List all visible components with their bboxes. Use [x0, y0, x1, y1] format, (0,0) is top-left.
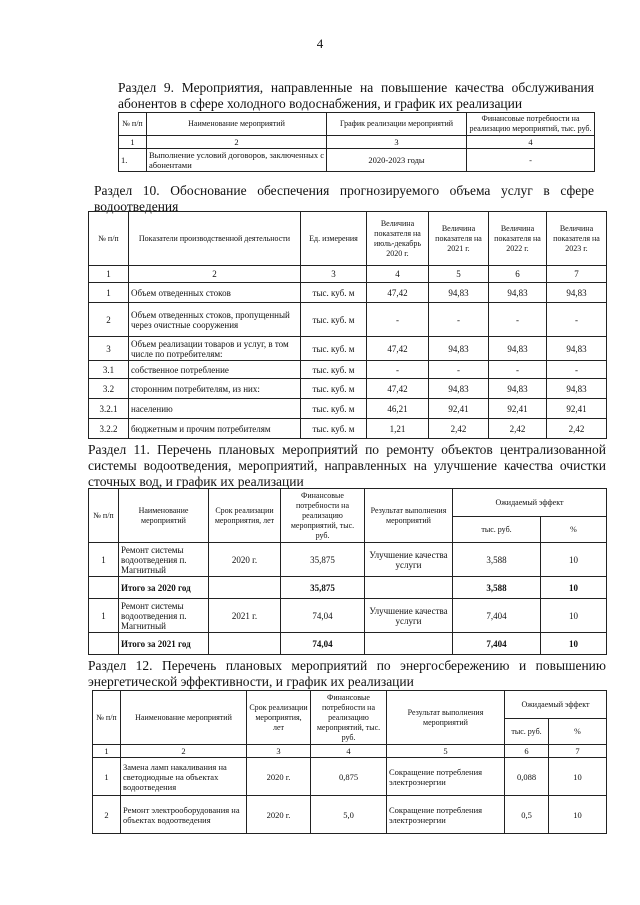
table-cell: Улучшение качества услуги — [365, 599, 453, 633]
table-header-row — [89, 489, 607, 517]
table-cell: Объем отведенных стоков — [129, 283, 301, 303]
table-row — [89, 283, 607, 303]
section9-title: Раздел 9. Мероприятия, направленные на повышение качества обслуживания абонентов в сфере холодного водоснабжения, и график их реализации — [118, 80, 594, 111]
table-cell: 2,42 — [547, 419, 607, 439]
table-cell: Улучшение качества услуги — [365, 543, 453, 577]
table-row — [89, 303, 607, 337]
table-cell: 3,588 — [453, 577, 541, 599]
column-number: 7 — [547, 266, 607, 283]
column-number-row — [119, 136, 595, 149]
table-cell: 2021 г. — [209, 599, 281, 633]
table-cell: сторонним потребителям, из них: — [129, 379, 301, 399]
table-header-row — [93, 691, 607, 719]
column-number: 7 — [549, 745, 607, 758]
table-cell: 94,83 — [489, 283, 547, 303]
table-cell: населению — [129, 399, 301, 419]
table-cell: - — [367, 361, 429, 379]
table-cell: Ремонт электрооборудования на объектах водоотведения — [121, 796, 247, 834]
header-cell: Срок реализации мероприятия, лет — [247, 691, 311, 745]
table-cell: 94,83 — [429, 337, 489, 361]
table-cell: 2020 г. — [247, 758, 311, 796]
section12-title: Раздел 12. Перечень плановых мероприятий по энергосбережению и повышению энергетической эффективности, и график их реализации — [88, 658, 606, 689]
table-cell: 94,83 — [547, 337, 607, 361]
table-cell: 7,404 — [453, 599, 541, 633]
table-cell: 94,83 — [489, 337, 547, 361]
table-cell: 74,04 — [281, 599, 365, 633]
header-cell: Финансовые потребности на реализацию мероприятий, тыс. руб. — [281, 489, 365, 543]
header-cell: % — [549, 719, 607, 745]
table-cell: 35,875 — [281, 577, 365, 599]
table-cell: Ремонт системы водоотведения п. Магнитный — [119, 543, 209, 577]
table-cell: 1 — [89, 283, 129, 303]
header-cell: Наименование мероприятий — [147, 113, 327, 136]
column-number: 2 — [129, 266, 301, 283]
column-number: 5 — [387, 745, 505, 758]
header-cell: № п/п — [89, 212, 129, 266]
table-cell: 3 — [89, 337, 129, 361]
table-cell: Сокращение потребления электроэнергии — [387, 758, 505, 796]
table-cell: 94,83 — [429, 283, 489, 303]
header-cell: тыс. руб. — [505, 719, 549, 745]
table-row — [89, 543, 607, 577]
table-cell — [89, 633, 119, 655]
table-cell: тыс. куб. м — [301, 399, 367, 419]
table-cell: 94,83 — [489, 379, 547, 399]
column-number: 3 — [301, 266, 367, 283]
table-cell: - — [547, 361, 607, 379]
column-number: 6 — [505, 745, 549, 758]
table-row — [89, 419, 607, 439]
header-cell: Величина показателя на 2022 г. — [489, 212, 547, 266]
table-row — [89, 379, 607, 399]
table-cell: 0,5 — [505, 796, 549, 834]
table-cell: 92,41 — [429, 399, 489, 419]
table-row — [89, 633, 607, 655]
table-cell: Выполнение условий договоров, заключенных с абонентами — [147, 149, 327, 172]
table-cell: 10 — [541, 599, 607, 633]
table-cell: 2 — [89, 303, 129, 337]
table-cell: - — [467, 149, 595, 172]
section9-table — [118, 112, 595, 172]
page-number: 4 — [316, 36, 324, 51]
table-cell: 2020 г. — [209, 543, 281, 577]
table-row — [89, 361, 607, 379]
header-cell: Результат выполнения мероприятий — [387, 691, 505, 745]
column-number: 3 — [247, 745, 311, 758]
table-cell: 1. — [119, 149, 147, 172]
table-cell: бюджетным и прочим потребителям — [129, 419, 301, 439]
table-cell: тыс. куб. м — [301, 337, 367, 361]
header-cell: Ед. измерения — [301, 212, 367, 266]
column-number: 2 — [121, 745, 247, 758]
column-number-row — [93, 745, 607, 758]
table-row — [119, 149, 595, 172]
table-cell: 3.1 — [89, 361, 129, 379]
table-cell: 7,404 — [453, 633, 541, 655]
table-cell: 2020-2023 годы — [327, 149, 467, 172]
table-cell: 47,42 — [367, 283, 429, 303]
table-cell: тыс. куб. м — [301, 379, 367, 399]
table-cell: 92,41 — [489, 399, 547, 419]
table-cell: Итого за 2021 год — [119, 633, 209, 655]
table-cell: 3.2 — [89, 379, 129, 399]
table-cell: 2,42 — [429, 419, 489, 439]
table-cell: 1,21 — [367, 419, 429, 439]
header-cell: Финансовые потребности на реализацию мероприятий, тыс. руб. — [467, 113, 595, 136]
header-cell: Наименование мероприятий — [119, 489, 209, 543]
section11-table — [88, 488, 607, 655]
header-cell: Результат выполнения мероприятий — [365, 489, 453, 543]
column-number: 1 — [89, 266, 129, 283]
column-number: 6 — [489, 266, 547, 283]
header-cell: № п/п — [89, 489, 119, 543]
table-cell: 2020 г. — [247, 796, 311, 834]
header-cell: Величина показателя на 2023 г. — [547, 212, 607, 266]
table-cell: Итого за 2020 год — [119, 577, 209, 599]
section10-title: Раздел 10. Обоснование обеспечения прогнозируемого объема услуг в сфере водоотведения — [94, 183, 594, 214]
table-row — [89, 399, 607, 419]
table-cell — [365, 577, 453, 599]
table-row — [93, 796, 607, 834]
table-cell: 47,42 — [367, 379, 429, 399]
table-cell: Объем реализации товаров и услуг, в том числе по потребителям: — [129, 337, 301, 361]
table-cell: 1 — [89, 599, 119, 633]
header-cell: Величина показателя на июль-декабрь 2020 г. — [367, 212, 429, 266]
table-cell — [209, 577, 281, 599]
table-cell — [89, 577, 119, 599]
column-number: 2 — [147, 136, 327, 149]
table-cell: Замена ламп накаливания на светодиодные на объектах водоотведения — [121, 758, 247, 796]
section11-title: Раздел 11. Перечень плановых мероприятий по ремонту объектов централизованной системы водоотведения, мероприятий, направленных на улучшение качества очистки сточных вод, и график их реализации — [88, 442, 606, 489]
table-cell: 5,0 — [311, 796, 387, 834]
table-cell: 46,21 — [367, 399, 429, 419]
table-cell: - — [489, 303, 547, 337]
header-cell: Ожидаемый эффект — [453, 489, 607, 517]
table-cell: 3.2.2 — [89, 419, 129, 439]
section12-table — [92, 690, 607, 834]
header-cell: График реализации мероприятий — [327, 113, 467, 136]
table-cell: 10 — [541, 577, 607, 599]
table-cell: тыс. куб. м — [301, 283, 367, 303]
header-cell: тыс. руб. — [453, 517, 541, 543]
table-cell: 47,42 — [367, 337, 429, 361]
table-cell: 3,588 — [453, 543, 541, 577]
table-cell: Сокращение потребления электроэнергии — [387, 796, 505, 834]
table-header-row — [119, 113, 595, 136]
header-cell: Величина показателя на 2021 г. — [429, 212, 489, 266]
table-cell: - — [429, 303, 489, 337]
table-cell: тыс. куб. м — [301, 303, 367, 337]
column-number: 3 — [327, 136, 467, 149]
header-cell: № п/п — [93, 691, 121, 745]
table-cell: Объем отведенных стоков, пропущенный через очистные сооружения — [129, 303, 301, 337]
header-cell: Наименование мероприятий — [121, 691, 247, 745]
table-cell: 10 — [549, 758, 607, 796]
table-cell: 0,088 — [505, 758, 549, 796]
table-cell: 0,875 — [311, 758, 387, 796]
table-cell: 94,83 — [547, 379, 607, 399]
table-cell: тыс. куб. м — [301, 419, 367, 439]
section10-table — [88, 211, 607, 439]
table-cell: - — [429, 361, 489, 379]
table-row — [89, 337, 607, 361]
table-header-row — [89, 212, 607, 266]
table-cell: собственное потребление — [129, 361, 301, 379]
header-cell: № п/п — [119, 113, 147, 136]
table-row — [89, 577, 607, 599]
column-number: 5 — [429, 266, 489, 283]
table-cell: - — [367, 303, 429, 337]
table-cell: 35,875 — [281, 543, 365, 577]
column-number-row — [89, 266, 607, 283]
table-cell: Ремонт системы водоотведения п. Магнитный — [119, 599, 209, 633]
table-cell: 1 — [93, 758, 121, 796]
column-number: 1 — [93, 745, 121, 758]
table-cell: тыс. куб. м — [301, 361, 367, 379]
header-cell: Ожидаемый эффект — [505, 691, 607, 719]
header-cell: Показатели производственной деятельности — [129, 212, 301, 266]
table-cell: 10 — [549, 796, 607, 834]
table-cell: 2,42 — [489, 419, 547, 439]
column-number: 4 — [367, 266, 429, 283]
table-cell: - — [489, 361, 547, 379]
table-cell: 1 — [89, 543, 119, 577]
table-cell: - — [547, 303, 607, 337]
column-number: 1 — [119, 136, 147, 149]
table-cell: 94,83 — [547, 283, 607, 303]
header-cell: % — [541, 517, 607, 543]
table-cell: 3.2.1 — [89, 399, 129, 419]
column-number: 4 — [467, 136, 595, 149]
table-cell: 2 — [93, 796, 121, 834]
table-cell: 10 — [541, 633, 607, 655]
table-row — [93, 758, 607, 796]
column-number: 4 — [311, 745, 387, 758]
table-cell: 94,83 — [429, 379, 489, 399]
table-cell: 10 — [541, 543, 607, 577]
table-row — [89, 599, 607, 633]
table-cell — [365, 633, 453, 655]
table-cell — [209, 633, 281, 655]
header-cell: Срок реализации мероприятия, лет — [209, 489, 281, 543]
table-cell: 92,41 — [547, 399, 607, 419]
table-cell: 74,04 — [281, 633, 365, 655]
header-cell: Финансовые потребности на реализацию мероприятий, тыс. руб. — [311, 691, 387, 745]
